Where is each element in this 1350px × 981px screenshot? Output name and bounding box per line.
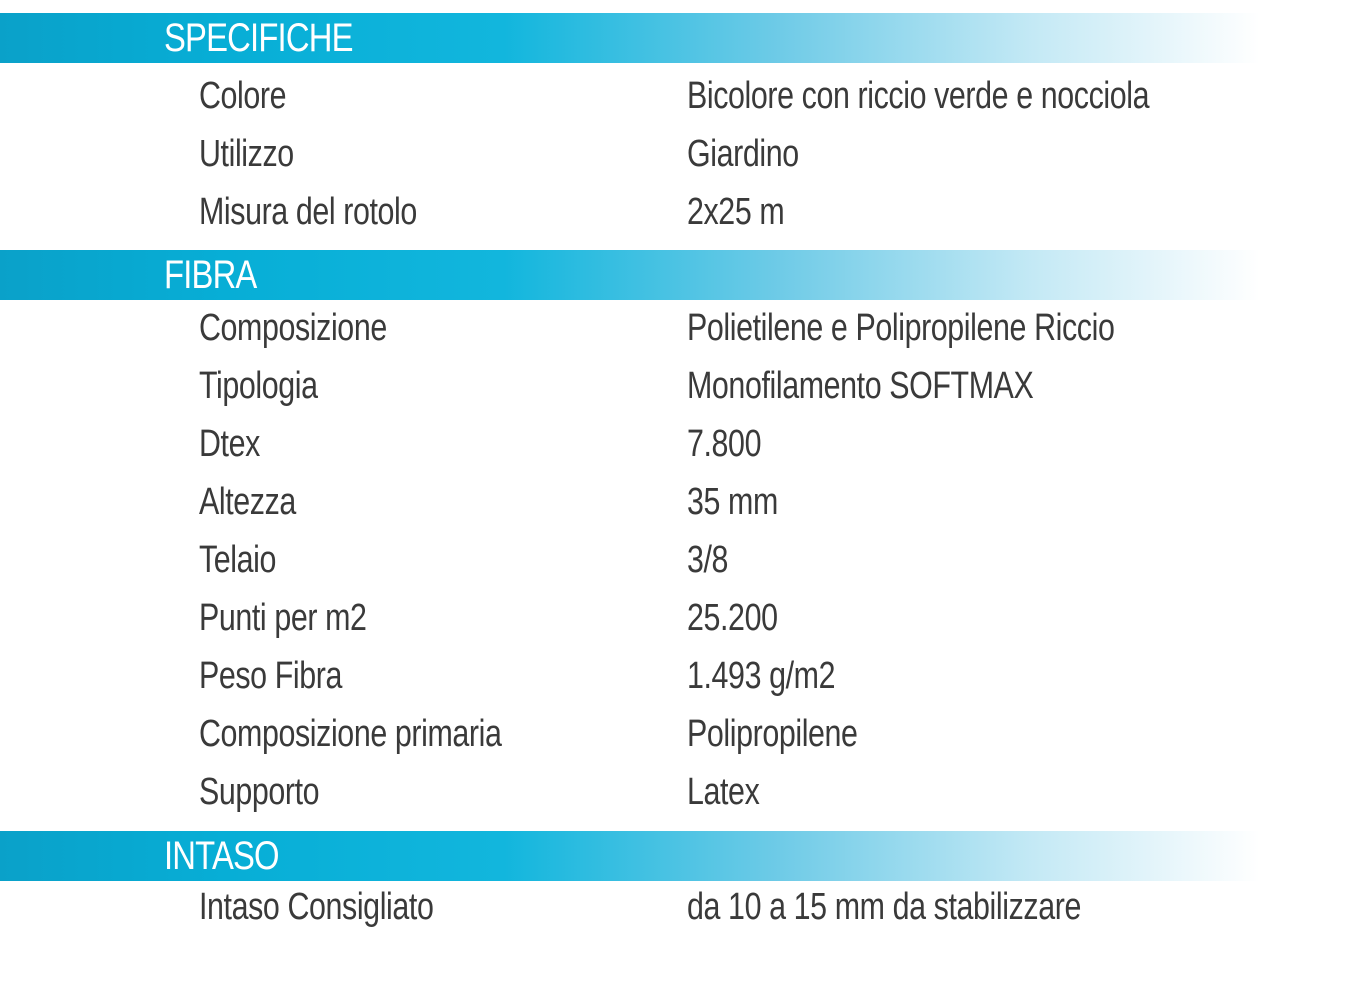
- spec-label: Composizione primaria: [199, 713, 502, 755]
- spec-value: 7.800: [687, 423, 762, 465]
- spec-value: 1.493 g/m2: [687, 655, 836, 697]
- spec-label: Misura del rotolo: [199, 191, 417, 233]
- spec-value: Polipropilene: [687, 713, 858, 755]
- spec-label: Utilizzo: [199, 133, 294, 175]
- spec-label: Telaio: [199, 539, 277, 581]
- spec-row: [0, 763, 1350, 821]
- spec-value: 35 mm: [687, 481, 778, 523]
- spec-row: [0, 183, 1350, 241]
- spec-label: Intaso Consigliato: [199, 886, 434, 928]
- spec-value: Latex: [687, 771, 760, 813]
- section-header-specifiche: [0, 13, 1260, 63]
- spec-row: [0, 125, 1350, 183]
- spec-row: [0, 878, 1350, 936]
- spec-value: da 10 a 15 mm da stabilizzare: [687, 886, 1081, 928]
- spec-row: [0, 67, 1350, 125]
- spec-row: [0, 473, 1350, 531]
- spec-value: 3/8: [687, 539, 729, 581]
- spec-label: Dtex: [199, 423, 260, 465]
- spec-row: [0, 589, 1350, 647]
- spec-row: [0, 531, 1350, 589]
- section-title: SPECIFICHE: [164, 16, 353, 60]
- spec-label: Altezza: [199, 481, 296, 523]
- spec-row: [0, 299, 1350, 357]
- spec-label: Colore: [199, 75, 287, 117]
- spec-value: Bicolore con riccio verde e nocciola: [687, 75, 1150, 117]
- spec-value: Polietilene e Polipropilene Riccio: [687, 307, 1115, 349]
- spec-value: Giardino: [687, 133, 799, 175]
- spec-row: [0, 415, 1350, 473]
- spec-value: 2x25 m: [687, 191, 785, 233]
- spec-row: [0, 647, 1350, 705]
- spec-value: Monofilamento SOFTMAX: [687, 365, 1034, 407]
- section-header-fibra: [0, 250, 1260, 300]
- spec-label: Peso Fibra: [199, 655, 342, 697]
- spec-row: [0, 705, 1350, 763]
- section-title: INTASO: [164, 834, 279, 878]
- spec-label: Supporto: [199, 771, 320, 813]
- spec-value: 25.200: [687, 597, 778, 639]
- spec-label: Composizione: [199, 307, 387, 349]
- section-header-intaso: [0, 831, 1260, 881]
- section-title: FIBRA: [164, 253, 257, 297]
- spec-label: Punti per m2: [199, 597, 367, 639]
- spec-row: [0, 357, 1350, 415]
- spec-label: Tipologia: [199, 365, 318, 407]
